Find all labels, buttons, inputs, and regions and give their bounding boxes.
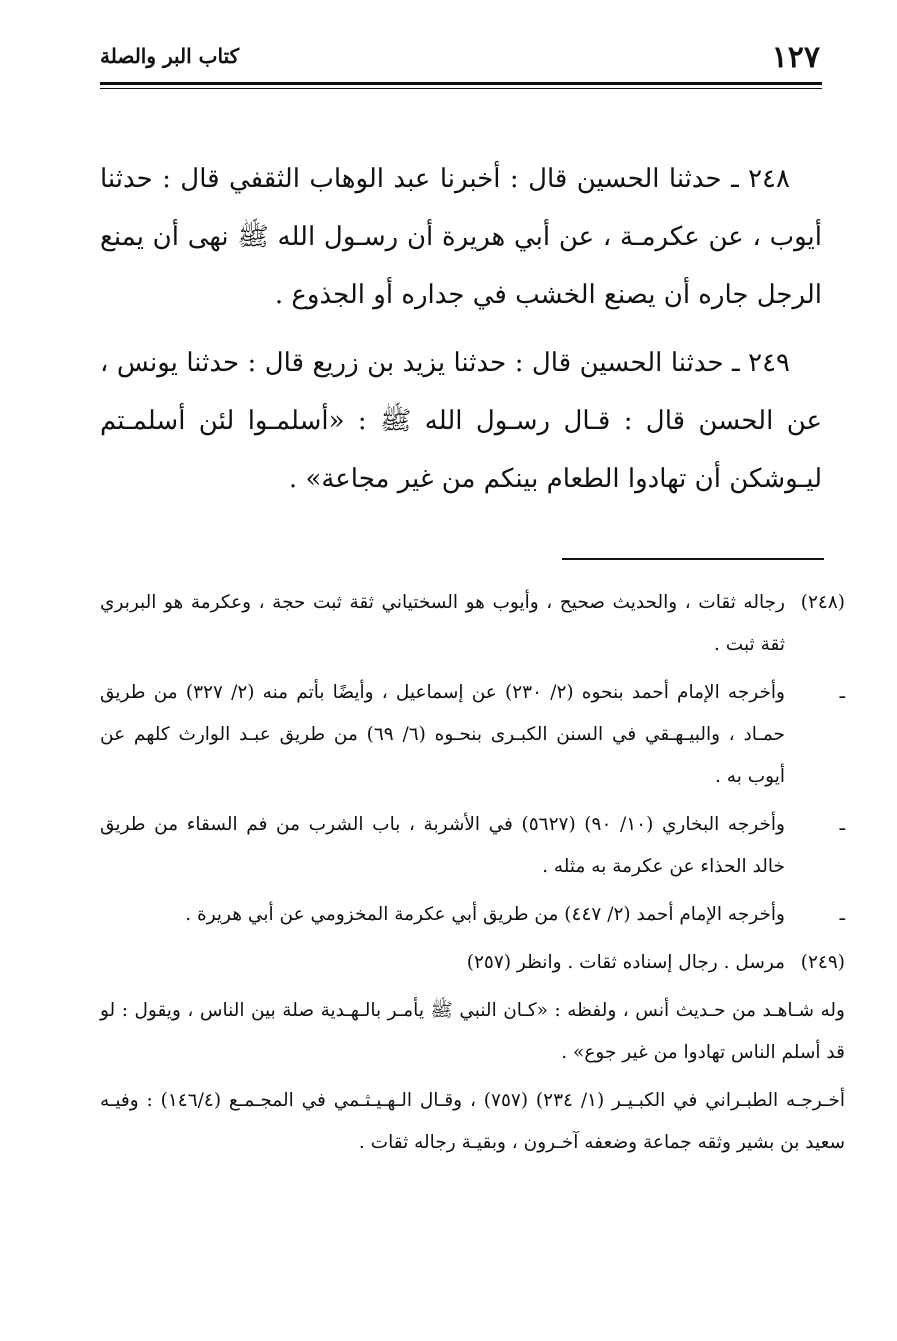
footnote-text: وأخرجه الإمام أحمد (٢/ ٤٤٧) من طريق أبي عكرمة المخزومي عن أبي هريرة . xyxy=(185,904,785,925)
footnote-text: رجاله ثقات ، والحديث صحيح ، وأيوب هو السختياني ثقة ثبت حجة ، وعكرمة هو البربري ثقة ثبت . xyxy=(100,592,785,655)
footnote-text: مرسل . رجال إسناده ثقات . وانظر (٢٥٧) xyxy=(466,952,785,973)
footnote-text: أخـرجـه الطبـراني في الكبـيـر (١/ ٢٣٤) (٧٥٧) ، وقـال الـهـيـثـمي في المجـمـع (١٤٦/٤) : وفيـه سعيد بن بشير وثقه جماعة وضعفه آخـرون ، وبقيـة رجاله ثقات . xyxy=(100,1090,845,1153)
hadith-number: ٢٤٨ ـ xyxy=(731,164,790,194)
footnote-text: وله شـاهـد من حـديث أنس ، ولفظه : «كـان النبي ﷺ يأمـر بالـهـدية صلة بين الناس ، ويقول : لو قد أسلم الناس تهادوا من غير جوع» . xyxy=(100,1000,845,1063)
footnote-label: ـ xyxy=(839,682,845,703)
footnote-item xyxy=(100,1080,845,1164)
page-number: ١٢٧ xyxy=(771,40,820,75)
footnote-label: (٢٤٨) xyxy=(800,592,845,613)
hadith-text: حدثنا الحسين قال : أخبرنا عبد الوهاب الثقفي قال : حدثنا أيوب ، عن عكرمـة ، عن أبي هريرة أن رسـول الله ﷺ نهى أن يمنع الرجل جاره أن يصنع الخشب في جداره أو الجذوع . xyxy=(100,164,822,310)
footnote-text: وأخرجه الإمام أحمد بنحوه (٢/ ٢٣٠) عن إسماعيل ، وأيضًا بأتم منه (٢/ ٣٢٧) من طريق حمـاد ، والبيـهـقي في السنن الكبـرى بنحـوه (٦/ ٦٩) من طريق عبـد الوارث كلهم عن أيوب به . xyxy=(100,682,785,787)
footnote-item xyxy=(100,894,845,936)
hadith-number: ٢٤٩ ـ xyxy=(732,348,791,378)
footnote-divider xyxy=(562,558,824,560)
footnote-label: ـ xyxy=(839,904,845,925)
hadith-text: حدثنا الحسين قال : حدثنا يزيد بن زريع قال : حدثنا يونس ، عن الحسن قال : قـال رسـول الله ﷺ : «أسلمـوا لئن أسلمـتم ليـوشكن أن تهادوا الطعام بينكم من غير مجاعة» . xyxy=(100,348,822,494)
footnote-item xyxy=(100,804,845,888)
footnotes xyxy=(100,582,845,1170)
footnote-item xyxy=(100,990,845,1074)
footnote-label: ـ xyxy=(839,814,845,835)
footnote-item xyxy=(100,582,845,666)
page-header xyxy=(100,38,820,78)
running-title: كتاب البر والصلة xyxy=(100,44,240,68)
footnote-item xyxy=(100,672,845,798)
hadith-paragraph xyxy=(100,334,822,508)
header-rule-thick xyxy=(100,82,822,85)
hadith-paragraph xyxy=(100,150,822,324)
footnote-item xyxy=(100,942,845,984)
main-text xyxy=(100,150,822,518)
footnote-text: وأخرجه البخاري (١٠/ ٩٠) (٥٦٢٧) في الأشربة ، باب الشرب من فم السقاء من طريق خالد الحذاء عن عكرمة به مثله . xyxy=(100,814,785,877)
header-rule-thin xyxy=(100,88,822,89)
footnote-label: (٢٤٩) xyxy=(800,952,845,973)
